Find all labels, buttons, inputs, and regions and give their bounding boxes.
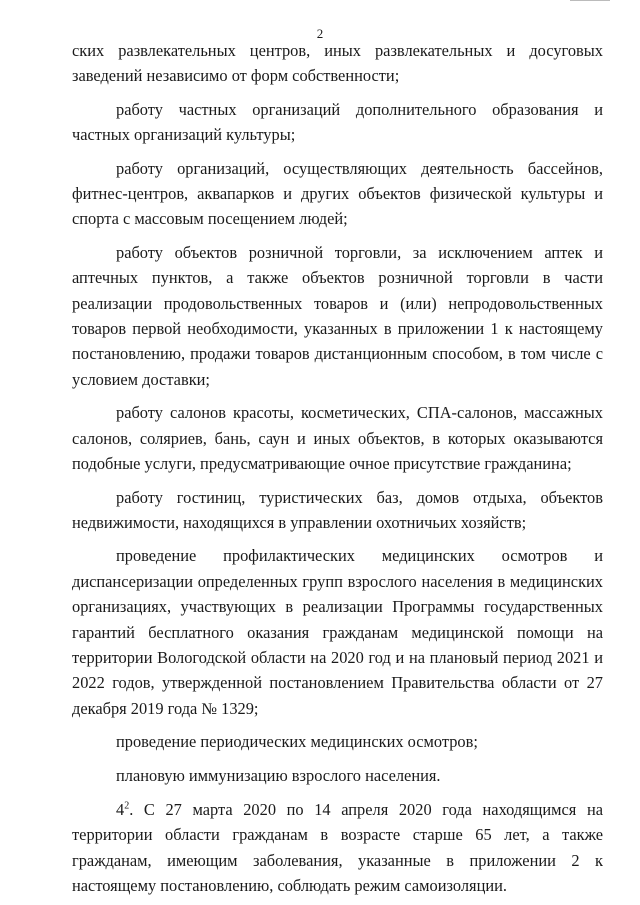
paragraph-beauty-salons: работу салонов красоты, косметических, СПА-салонов, массажных салонов, соляриев, бань, саун и иных объектов, в которых оказываются подобные услуги, предусматривающие очное присутствие гражданина; [72,403,603,474]
paragraph-immunization: плановую иммунизацию взрослого населения. [116,765,441,785]
paragraph-periodic-checkups: проведение периодических медицинских осмотров; [116,732,478,752]
scan-edge-mark [570,0,610,3]
paragraph-continuation: ских развлекательных центров, иных развлекательных и досуговых заведений независимо от форм собственности; [72,41,603,86]
clause-number: 4 [116,799,125,819]
clause-superscript: 2 [124,800,130,812]
clause-text: . С 27 марта 2020 по 14 апреля 2020 года находящимся на территории области гражданам в возрасте старше 65 лет, а также гражданам, имеющим заболевания, указанные в приложении 2 к настоящему постановлению, соблюдать режим самоизоляции. [72,799,603,896]
paragraph-medical-checkups: проведение профилактических медицинских осмотров и диспансеризации определенных групп взрослого населения в медицинских организациях, участвующих в реализации Программы государственных гарантий бесплатного оказания гражданам медицинской помощи на территории Вологодской области на 2020 год и на плановый период 2021 и 2022 годов, утвержденной постановлением Правительства области от 27 декабря 2019 года № 1329; [72,546,603,718]
paragraph-retail: работу объектов розничной торговли, за исключением аптек и аптечных пунктов, а также объектов розничной торговли в части реализации продовольственных товаров и (или) непродовольственных товаров первой необходимости, указанных в приложении 1 к настоящему постановлению, продажи товаров дистанционным способом, в том числе с условием доставки; [72,242,603,389]
paragraph-private-education: работу частных организаций дополнительного образования и частных организаций культуры; [72,99,603,145]
document-body [72,38,603,899]
paragraph-pools-fitness: работу организаций, осуществляющих деятельность бассейнов, фитнес-центров, аквапарков и других объектов физической культуры и спорта с массовым посещением людей; [72,158,603,229]
page-number: 2 [316,26,324,41]
clause-4-2 [72,797,603,899]
paragraph-hotels: работу гостиниц, туристических баз, домов отдыха, объектов недвижимости, находящихся в управлении охотничьих хозяйств; [72,487,603,532]
